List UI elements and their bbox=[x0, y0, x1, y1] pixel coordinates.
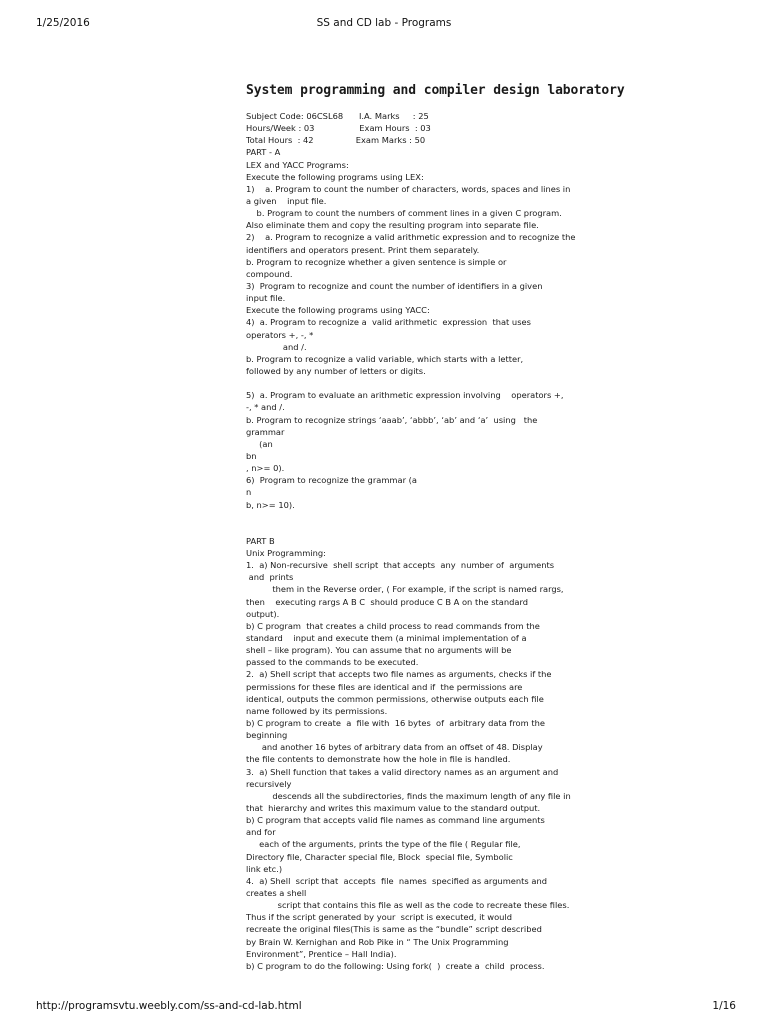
text-line: 5) a. Program to evaluate an arithmetic expression involving operators +, bbox=[246, 390, 564, 401]
text-line: 2. a) Shell script that accepts two file names as arguments, checks if the bbox=[246, 669, 552, 680]
page-number: 1/16 bbox=[712, 1000, 736, 1012]
text-line: recreate the original files(This is same as the “bundle” script described bbox=[246, 924, 542, 935]
text-line: them in the Reverse order, ( For example, if the script is named rargs, bbox=[246, 584, 564, 595]
text-line: descends all the subdirectories, finds the maximum length of any file in bbox=[246, 790, 571, 801]
text-line: that hierarchy and writes this maximum value to the standard output. bbox=[246, 803, 541, 814]
text-line: LEX and YACC Programs: bbox=[246, 159, 349, 170]
text-line: each of the arguments, prints the type of the file ( Regular file, bbox=[246, 839, 521, 850]
text-line: Execute the following programs using LEX: bbox=[246, 171, 424, 182]
text-line: shell – like program). You can assume that no arguments will be bbox=[246, 645, 512, 656]
text-line: link etc.) bbox=[246, 863, 283, 874]
text-line: identical, outputs the common permissions, otherwise outputs each file bbox=[246, 693, 544, 704]
text-line: followed by any number of letters or digits. bbox=[246, 365, 426, 376]
text-line: creates a shell bbox=[246, 888, 307, 898]
text-line: identifiers and operators present. Print them separately. bbox=[246, 244, 480, 255]
text-line: input file. bbox=[246, 293, 286, 304]
text-line: (an bbox=[246, 438, 273, 449]
text-line: PART B bbox=[246, 535, 275, 546]
text-line: -, * and /. bbox=[246, 402, 285, 413]
text-line: b) C program that accepts valid file names as command line arguments bbox=[246, 815, 545, 826]
text-line: 4. a) Shell script that accepts file names specified as arguments and bbox=[246, 875, 547, 886]
document-text bbox=[246, 110, 646, 972]
text-line: Directory file, Character special file, Block special file, Symbolic bbox=[246, 851, 513, 862]
text-line bbox=[246, 377, 646, 389]
text-line: by Brain W. Kernighan and Rob Pike in “ The Unix Programming bbox=[246, 936, 509, 947]
text-line: Also eliminate them and copy the resulting program into separate file. bbox=[246, 220, 539, 231]
text-line: permissions for these files are identical and if the permissions are bbox=[246, 681, 523, 692]
text-line: recursively bbox=[246, 778, 292, 789]
text-line: 2) a. Program to recognize a valid arithmetic expression and to recognize the bbox=[246, 232, 576, 243]
text-line: Environment”, Prentice – Hall India). bbox=[246, 948, 397, 959]
text-line bbox=[246, 511, 646, 523]
text-line: output). bbox=[246, 608, 280, 619]
text-line: b) C program to do the following: Using fork( ) create a child process. bbox=[246, 960, 545, 971]
text-line: b. Program to recognize a valid variable, which starts with a letter, bbox=[246, 353, 524, 364]
print-page-title: SS and CD lab - Programs bbox=[316, 17, 452, 29]
text-line: Hours/Week : 03 Exam Hours : 03 bbox=[246, 123, 431, 134]
text-line: and /. bbox=[246, 341, 307, 352]
text-line: n bbox=[246, 487, 252, 498]
text-line: 1) a. Program to count the number of characters, words, spaces and lines in bbox=[246, 183, 571, 194]
text-line: Subject Code: 06CSL68 I.A. Marks : 25 bbox=[246, 111, 429, 121]
text-line: and prints bbox=[246, 572, 294, 583]
text-line: bn bbox=[246, 450, 257, 461]
text-line: Total Hours : 42 Exam Marks : 50 bbox=[246, 135, 426, 146]
text-line: b, n>= 10). bbox=[246, 499, 295, 510]
text-line: and for bbox=[246, 827, 276, 838]
text-line: b. Program to recognize strings ‘aaab’, ‘abbb’, ‘ab’ and ‘a’ using the bbox=[246, 414, 538, 425]
text-line: 4) a. Program to recognize a valid arithmetic expression that uses bbox=[246, 317, 531, 328]
document-body bbox=[246, 83, 646, 972]
text-line: Execute the following programs using YACC: bbox=[246, 305, 430, 316]
print-footer bbox=[0, 1000, 768, 1014]
text-line: passed to the commands to be executed. bbox=[246, 657, 419, 668]
text-line: Unix Programming: bbox=[246, 548, 326, 559]
text-line: b. Program to recognize whether a given sentence is simple or bbox=[246, 256, 507, 267]
text-line: 1. a) Non-recursive shell script that accepts any number of arguments bbox=[246, 560, 555, 571]
text-line: b) C program to create a file with 16 bytes of arbitrary data from the bbox=[246, 718, 545, 729]
text-line: PART - A bbox=[246, 147, 281, 158]
text-line: grammar bbox=[246, 426, 285, 437]
text-line: 3. a) Shell function that takes a valid directory names as an argument and bbox=[246, 766, 559, 777]
text-line: then executing rargs A B C should produce C B A on the standard bbox=[246, 596, 529, 607]
text-line: name followed by its permissions. bbox=[246, 705, 388, 716]
text-line: standard input and execute them (a minimal implementation of a bbox=[246, 633, 527, 644]
text-line: the file contents to demonstrate how the hole in file is handled. bbox=[246, 754, 511, 765]
text-line: and another 16 bytes of arbitrary data from an offset of 48. Display bbox=[246, 742, 543, 753]
text-line: beginning bbox=[246, 730, 288, 741]
text-line: b. Program to count the numbers of comment lines in a given C program. bbox=[246, 208, 562, 219]
text-line: 6) Program to recognize the grammar (a bbox=[246, 475, 417, 486]
text-line: script that contains this file as well as the code to recreate these files. bbox=[246, 900, 570, 911]
text-line: operators +, -, * bbox=[246, 329, 314, 340]
document-title: System programming and compiler design laboratory bbox=[246, 83, 625, 98]
text-line: 3) Program to recognize and count the number of identifiers in a given bbox=[246, 280, 543, 291]
print-date: 1/25/2016 bbox=[36, 17, 90, 29]
text-line: b) C program that creates a child process to read commands from the bbox=[246, 620, 540, 631]
source-url-link[interactable]: http://programsvtu.weebly.com/ss-and-cd-lab.html bbox=[36, 1000, 302, 1012]
print-header bbox=[0, 17, 768, 31]
text-line: compound. bbox=[246, 268, 293, 279]
text-line: Thus if the script generated by your script is executed, it would bbox=[246, 912, 513, 923]
text-line bbox=[246, 523, 646, 535]
text-line: , n>= 0). bbox=[246, 463, 285, 474]
text-line: a given input file. bbox=[246, 195, 327, 206]
